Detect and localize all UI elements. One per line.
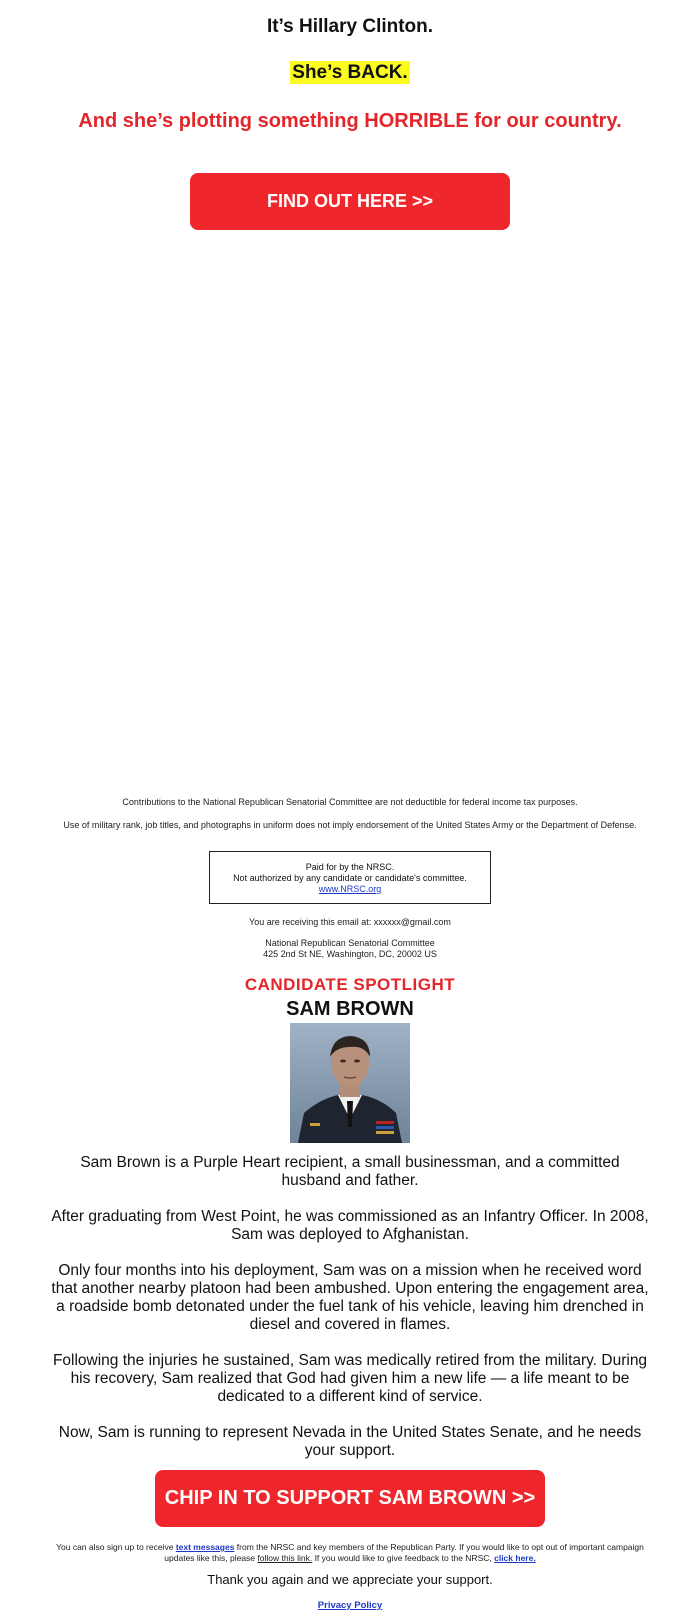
sms-text-pre: You can also sign up to receive: [56, 1542, 176, 1552]
candidate-photo: [290, 1023, 410, 1143]
sms-text-mid2: If you would like to give feedback to the NRSC,: [312, 1553, 495, 1563]
text-messages-link[interactable]: text messages: [175, 1542, 235, 1552]
candidate-name: SAM BROWN: [286, 998, 414, 1020]
plot-subheadline: And she’s plotting something HORRIBLE for our country.: [78, 110, 622, 132]
highlighted-text: She’s BACK.: [292, 62, 408, 83]
chip-in-button[interactable]: CHIP IN TO SUPPORT SAM BROWN >>: [155, 1470, 545, 1527]
bio-paragraph-1: Sam Brown is a Purple Heart recipient, a small businessman, and a committed husband and father.: [80, 1154, 620, 1189]
tax-disclaimer: Contributions to the National Republican Senatorial Committee are not deductible for federal income tax purposes.: [122, 797, 578, 807]
feedback-click-here-link[interactable]: click here.: [494, 1553, 536, 1563]
privacy-policy-link[interactable]: Privacy Policy: [317, 1600, 383, 1611]
follow-this-link[interactable]: follow this link.: [257, 1553, 313, 1563]
sms-text-mid1: from the NRSC and key members of the Republican Party. If you would like to opt out of important campaign updates like this, please: [164, 1542, 644, 1563]
she-is-back-banner: [0, 62, 700, 84]
org-name: National Republican Senatorial Committee: [265, 938, 435, 948]
thank-you-line: Thank you again and we appreciate your support.: [207, 1572, 493, 1587]
bio-paragraph-2: After graduating from West Point, he was commissioned as an Infantry Officer. In 2008, Sam was deployed to Afghanistan.: [51, 1208, 649, 1243]
nrsc-website-link[interactable]: www.NRSC.org: [318, 884, 382, 894]
military-disclaimer: Use of military rank, job titles, and photographs in uniform does not imply endorsement of the United States Army or the Department of Defense.: [63, 820, 637, 830]
bio-paragraph-4: Following the injuries he sustained, Sam was medically retired from the military. During his recovery, Sam realized that God had given him a new life — a life meant to be dedicated to a different kind of service.: [52, 1352, 648, 1405]
street-address: 425 2nd St NE, Washington, DC, 20002 US: [263, 949, 437, 959]
sms-optout-notice: [50, 1542, 650, 1564]
candidate-spotlight-title: CANDIDATE SPOTLIGHT: [244, 975, 456, 994]
bio-paragraph-3: Only four months into his deployment, Sam was on a mission when he received word that another nearby platoon had been ambushed. Upon entering the engagement area, a roadside bomb detonated under the fuel tank of his vehicle, leaving him drenched in diesel and covered in flames.: [51, 1262, 649, 1333]
headline: It’s Hillary Clinton.: [266, 16, 434, 37]
bio-paragraph-5: Now, Sam is running to represent Nevada in the United States Senate, and he needs your support.: [58, 1424, 642, 1459]
paid-for-box: [209, 851, 491, 904]
find-out-here-button[interactable]: FIND OUT HERE >>: [190, 173, 510, 230]
not-authorized-line: Not authorized by any candidate or candidate's committee.: [233, 873, 467, 883]
mailing-address: [0, 938, 700, 960]
recipient-email-line: You are receiving this email at: xxxxxx@gmail.com: [249, 917, 451, 927]
candidate-portrait-image: [290, 1023, 410, 1143]
paid-for-line: Paid for by the NRSC.: [305, 862, 395, 872]
